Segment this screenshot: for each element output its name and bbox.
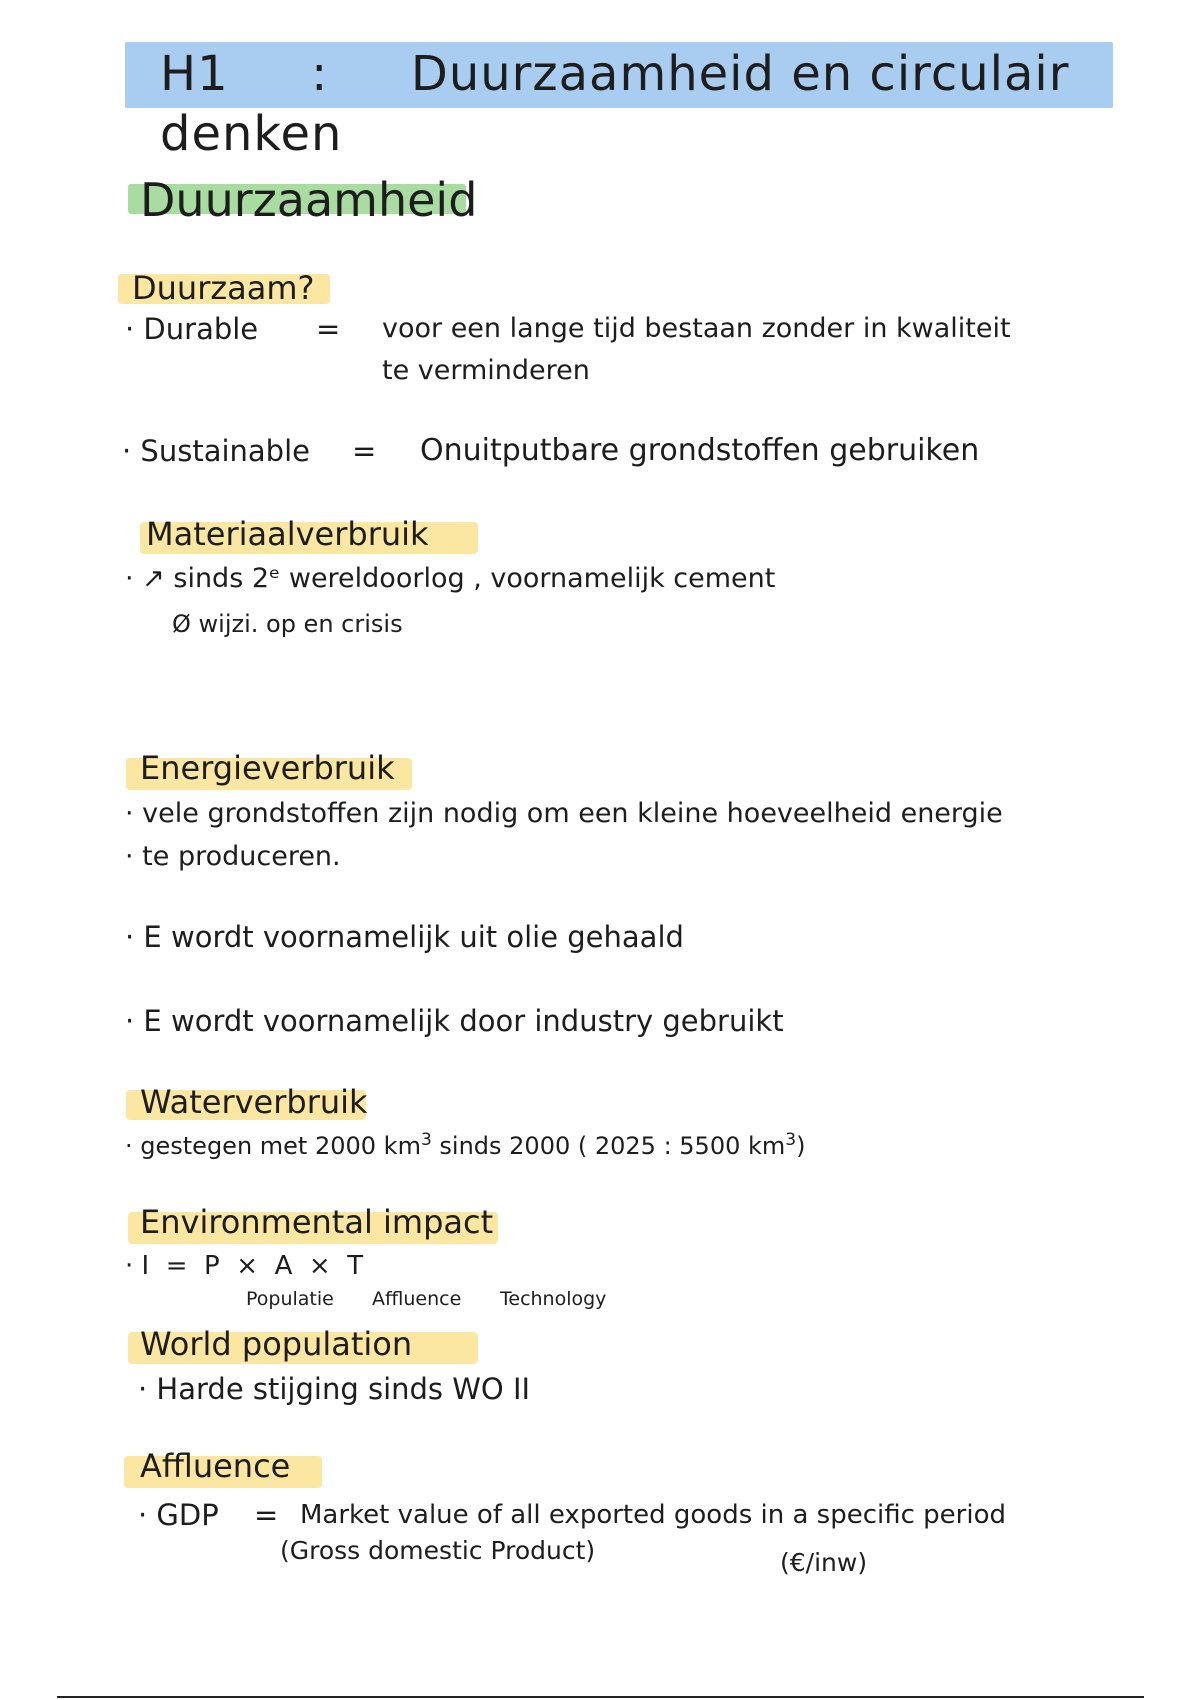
materiaal-line-2: Ø wijzi. op en crisis [172,610,403,638]
impact-label-technology: Technology [500,1288,607,1310]
definition-durable-1: voor een lange tijd bestaan zonder in kwaliteit [382,313,1011,344]
equals-gdp: = [254,1498,279,1532]
heading-duurzaam: Duurzaam? [132,269,315,307]
definition-sustainable: Onuitputbare grondstoffen gebruiken [420,433,980,468]
heading-affluence: Affluence [140,1447,291,1485]
water-line-prefix: · gestegen met 2000 km [125,1132,421,1160]
impact-formula: · I = P × A × T [125,1251,364,1281]
term-gdp: · GDP [138,1498,219,1532]
population-line-1: · Harde stijging sinds WO II [138,1372,531,1406]
materiaal-line-1: · ↗ sinds 2ᵉ wereldoorlog , voornamelijk cement [125,563,776,594]
water-line-1 [125,1127,805,1165]
equals-sustainable: = [352,434,377,468]
definition-durable-2: te verminderen [382,355,590,386]
energie-line-1: · vele grondstoffen zijn nodig om een kleine hoeveelheid energie [125,798,1003,829]
page-title [160,44,1200,164]
water-line-sup2: 3 [785,1130,797,1150]
definition-gdp: Market value of all exported goods in a specific period [300,1500,1006,1530]
heading-materiaal: Materiaalverbruik [146,515,429,553]
title-separator: : [311,46,329,102]
gdp-full-name: (Gross domestic Product) [280,1536,596,1565]
water-line-suffix: ) [796,1132,806,1160]
title-text: Duurzaamheid en circulair denken [160,46,1070,162]
energie-line-4: · E wordt voornamelijk door industry gebruikt [125,1004,784,1038]
energie-line-2: · te produceren. [125,841,341,872]
heading-impact: Environmental impact [140,1203,494,1241]
energie-line-3: · E wordt voornamelijk uit olie gehaald [125,920,684,954]
impact-label-affluence: Affluence [372,1288,462,1310]
term-durable: · Durable [125,312,259,346]
equals-durable: = [316,312,341,346]
water-line-sup: 3 [420,1130,432,1150]
page-bottom-divider [57,1696,1144,1698]
heading-population: World population [140,1325,413,1363]
heading-water: Waterverbruik [140,1083,368,1121]
gdp-unit: (€/inw) [780,1548,868,1577]
term-sustainable: · Sustainable [122,434,310,468]
heading-energie: Energieverbruik [140,749,395,787]
section-heading: Duurzaamheid [140,173,478,227]
chapter-number: H1 [160,46,229,102]
impact-label-populatie: Populatie [246,1288,334,1310]
water-line-mid: sinds 2000 ( 2025 : 5500 km [431,1132,786,1160]
